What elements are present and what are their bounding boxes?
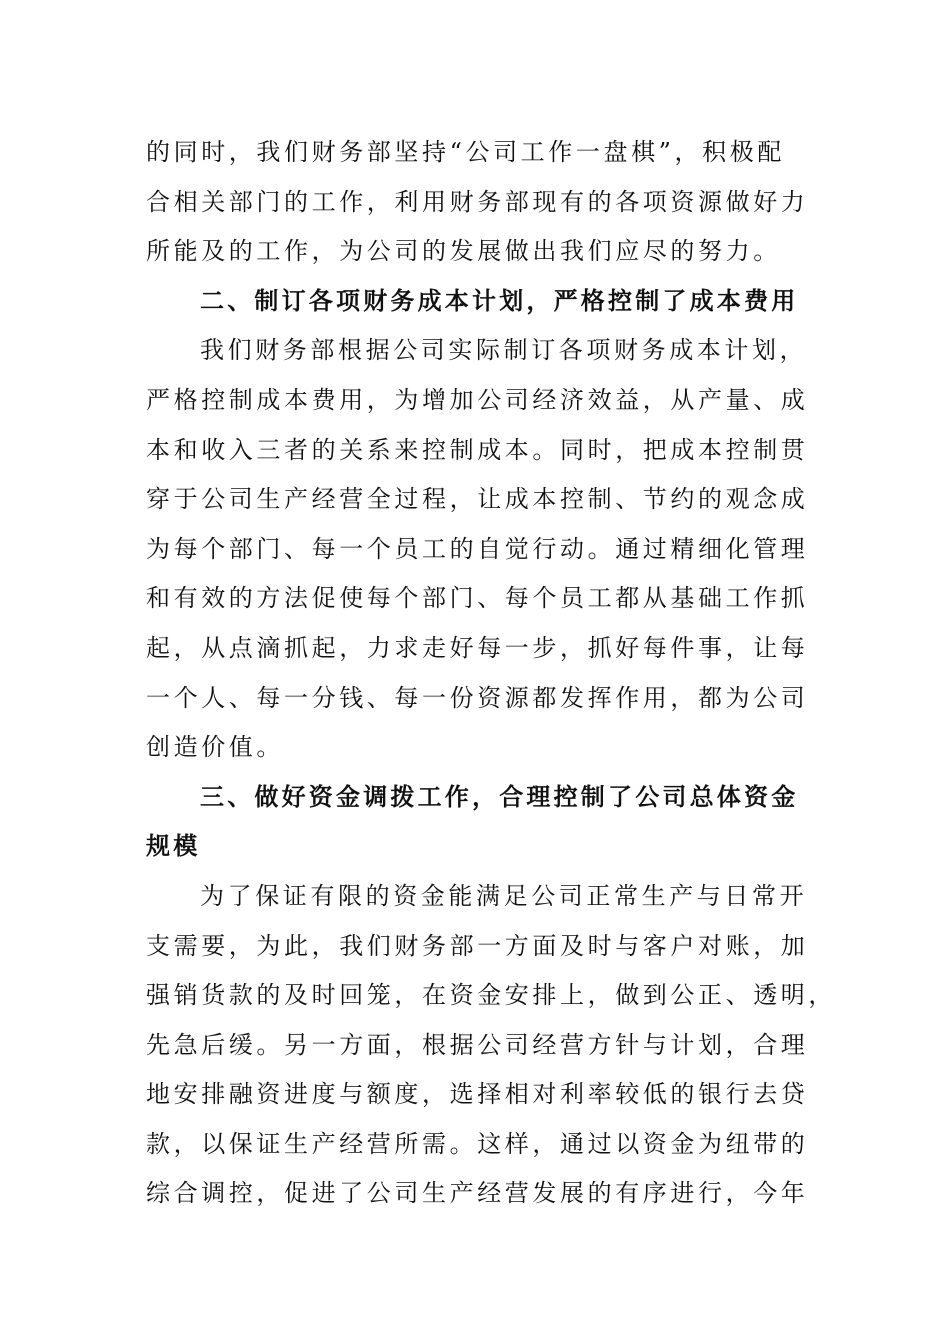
text-line: 本和收入三者的关系来控制成本。同时，把成本控制贯 bbox=[146, 435, 809, 464]
text-line: 为每个部门、每一个员工的自觉行动。通过精细化管理 bbox=[146, 534, 809, 563]
section-3 bbox=[146, 773, 836, 1219]
text-line: 创造价值。 bbox=[146, 733, 284, 762]
text-line: 款，以保证生产经营所需。这样，通过以资金为纽带的 bbox=[146, 1129, 809, 1158]
section-3-heading: 三、做好资金调拨工作，合理控制了公司总体资金 bbox=[200, 782, 799, 811]
text-line: 先急后缓。另一方面，根据公司经营方针与计划，合理 bbox=[146, 1030, 809, 1059]
text-line: 的同时，我们财务部坚持“公司工作一盘棋”，积极配 bbox=[146, 138, 785, 166]
text-line: 一个人、每一分钱、每一份资源都发挥作用，都为公司 bbox=[146, 683, 809, 712]
continuation-paragraph bbox=[146, 128, 809, 277]
text-line: 我们财务部根据公司实际制订各项财务成本计划， bbox=[200, 336, 808, 365]
text-line: 所能及的工作，为公司的发展做出我们应尽的努力。 bbox=[146, 237, 781, 266]
text-line: 支需要，为此，我们财务部一方面及时与客户对账，加 bbox=[146, 931, 809, 960]
text-line: 严格控制成本费用，为增加公司经济效益，从产量、成 bbox=[146, 385, 809, 414]
section-3-heading-continued: 规模 bbox=[146, 832, 201, 861]
document-body bbox=[146, 128, 836, 1219]
text-line: 强销货款的及时回笼，在资金安排上，做到公正、透明， bbox=[146, 981, 836, 1010]
text-line: 综合调控，促进了公司生产经营发展的有序进行，今年 bbox=[146, 1179, 809, 1208]
text-line: 起，从点滴抓起，力求走好每一步，抓好每件事，让每 bbox=[146, 633, 809, 662]
section-2 bbox=[146, 277, 809, 773]
text-line: 穿于公司生产经营全过程，让成本控制、节约的观念成 bbox=[146, 485, 809, 514]
text-line: 地安排融资进度与额度，选择相对利率较低的银行去贷 bbox=[146, 1080, 809, 1109]
text-line: 和有效的方法促使每个部门、每个员工都从基础工作抓 bbox=[146, 584, 809, 613]
text-line: 合相关部门的工作，利用财务部现有的各项资源做好力 bbox=[146, 187, 809, 216]
text-line: 为了保证有限的资金能满足公司正常生产与日常开 bbox=[200, 881, 808, 910]
section-2-heading: 二、制订各项财务成本计划，严格控制了成本费用 bbox=[200, 286, 799, 315]
